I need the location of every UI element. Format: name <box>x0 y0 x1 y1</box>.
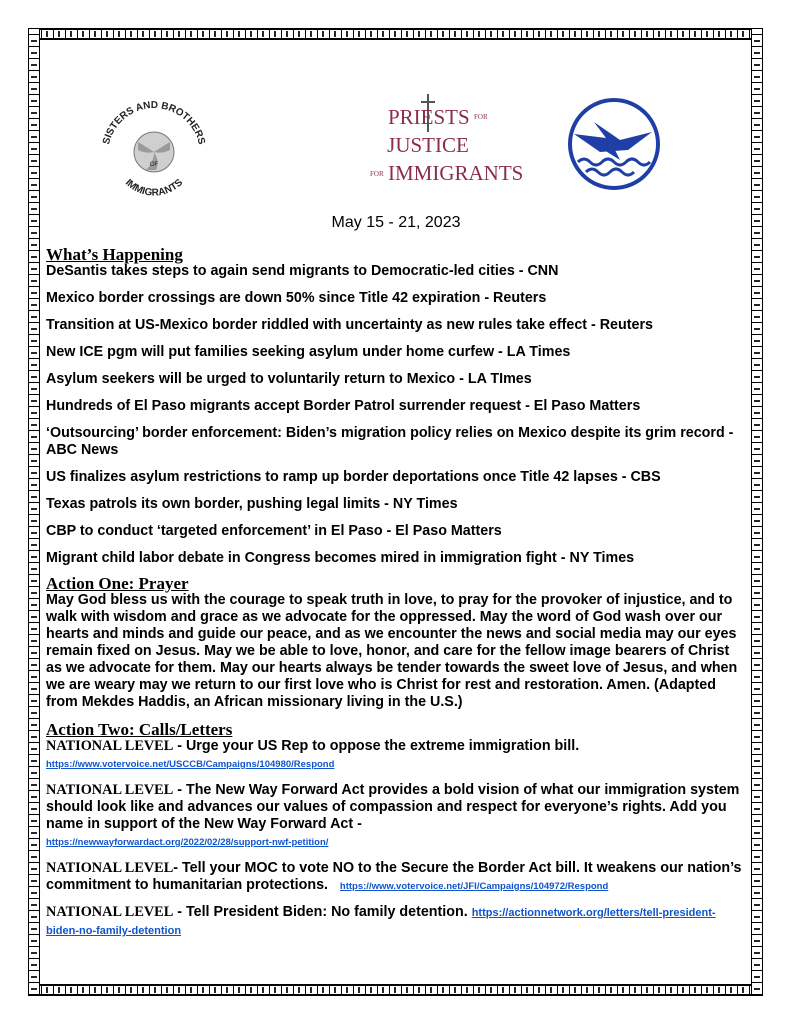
page-border-bottom <box>28 984 763 996</box>
page-border-left <box>28 28 40 996</box>
whats-happening-heading: What’s Happening <box>46 245 183 264</box>
call-item <box>46 904 746 940</box>
news-item[interactable]: Transition at US-Mexico border riddled with uncertainty as new rules take effect - Reuters <box>46 317 653 333</box>
news-item[interactable]: US finalizes asylum restrictions to ramp up border deportations once Title 42 lapses - CBS <box>46 469 661 485</box>
priests-justice-logo <box>324 92 524 192</box>
news-item[interactable]: ‘Outsourcing’ border enforcement: Biden’s migration policy relies on Mexico despite its grim record - ABC News <box>46 425 734 458</box>
news-item[interactable]: CBP to conduct ‘targeted enforcement’ in El Paso - El Paso Matters <box>46 523 502 539</box>
call-text: - Tell your MOC to vote NO to the Secure the Border Act bill. It weakens our nation’s commitment to humanitarian protections. <box>46 860 742 893</box>
logo-text-justice: JUSTICE <box>387 133 469 157</box>
call-link[interactable]: https://www.votervoice.net/JFI/Campaigns/104972/Respond <box>339 881 609 892</box>
dove-circle-icon <box>554 98 674 190</box>
logo-text-for-2: FOR <box>370 170 384 178</box>
logo-text-for: FOR <box>474 113 488 121</box>
bulletin-content <box>46 50 746 949</box>
logo-row <box>46 50 746 200</box>
page-border-right <box>751 28 763 996</box>
prayer-text: May God bless us with the courage to speak truth in love, to pray for the provoker of injustice, and to walk with wisdom and grace as we advocate for the oppressed. May the word of God wash over our hearts and minds and guide our peace, and as we encounter the news and social media may our eyes remain fixed on Jesus. May we be able to love, honor, and care for the fellow image bearers of Christ as we advocate for them. May our hearts always be tender towards the sweet love of Jesus, and when we are weary may we return to our first love who is Christ for rest and restoration. Amen. (Adapted from Mekdes Haddis, an African missionary living in the U.S.) <box>46 592 738 710</box>
action-two-heading: Action Two: Calls/Letters <box>46 720 233 739</box>
svg-text:OF: OF <box>149 162 159 168</box>
call-level: NATIONAL LEVEL <box>46 738 174 754</box>
call-level: NATIONAL LEVEL <box>46 782 174 798</box>
call-text: - Tell President Biden: No family detention. <box>173 904 468 920</box>
news-item[interactable]: New ICE pgm will put families seeking asylum under home curfew - LA Times <box>46 344 571 360</box>
date-range: May 15 - 21, 2023 <box>331 214 461 231</box>
svg-text:IMMIGRANTS: IMMIGRANTS <box>122 177 186 199</box>
call-level: NATIONAL LEVEL <box>46 860 174 876</box>
news-item[interactable]: Mexico border crossings are down 50% since Title 42 expiration - Reuters <box>46 290 547 306</box>
logo-text-immigrants: IMMIGRANTS <box>388 161 524 185</box>
sisters-brothers-logo <box>94 90 214 200</box>
news-item[interactable]: Asylum seekers will be urged to voluntarily return to Mexico - LA TImes <box>46 371 532 387</box>
call-text: - The New Way Forward Act provides a bold vision of what our immigration system should look like and advances our values of compassion and respect for everyone’s rights. Add you name in support of the New Way Forward Act - <box>46 782 740 832</box>
news-item[interactable]: DeSantis takes steps to again send migrants to Democratic-led cities - CNN <box>46 263 559 279</box>
call-item <box>46 782 746 851</box>
call-link[interactable]: https://actionnetwork.org/letters/tell-president-biden-no-family-detention <box>46 907 716 937</box>
news-list <box>46 263 746 567</box>
call-link[interactable]: https://www.votervoice.net/USCCB/Campaigns/104980/Respond <box>46 759 335 770</box>
news-item[interactable]: Migrant child labor debate in Congress becomes mired in immigration fight - NY Times <box>46 550 635 566</box>
news-item[interactable]: Texas patrols its own border, pushing legal limits - NY Times <box>46 496 458 512</box>
logo-text-priests: PRIESTS <box>388 105 470 129</box>
news-item[interactable]: Hundreds of El Paso migrants accept Border Patrol surrender request - El Paso Matters <box>46 398 641 414</box>
page-border-top <box>28 28 763 40</box>
action-one-heading: Action One: Prayer <box>46 574 189 593</box>
call-item <box>46 860 746 895</box>
svg-text:SISTERS AND BROTHERS: SISTERS AND BROTHERS <box>101 99 207 146</box>
call-link[interactable]: https://newwayforwardact.org/2022/02/28/support-nwf-petition/ <box>46 837 329 848</box>
call-level: NATIONAL LEVEL <box>46 904 174 920</box>
call-item <box>46 738 746 773</box>
call-text: - Urge your US Rep to oppose the extreme immigration bill. <box>173 738 580 754</box>
